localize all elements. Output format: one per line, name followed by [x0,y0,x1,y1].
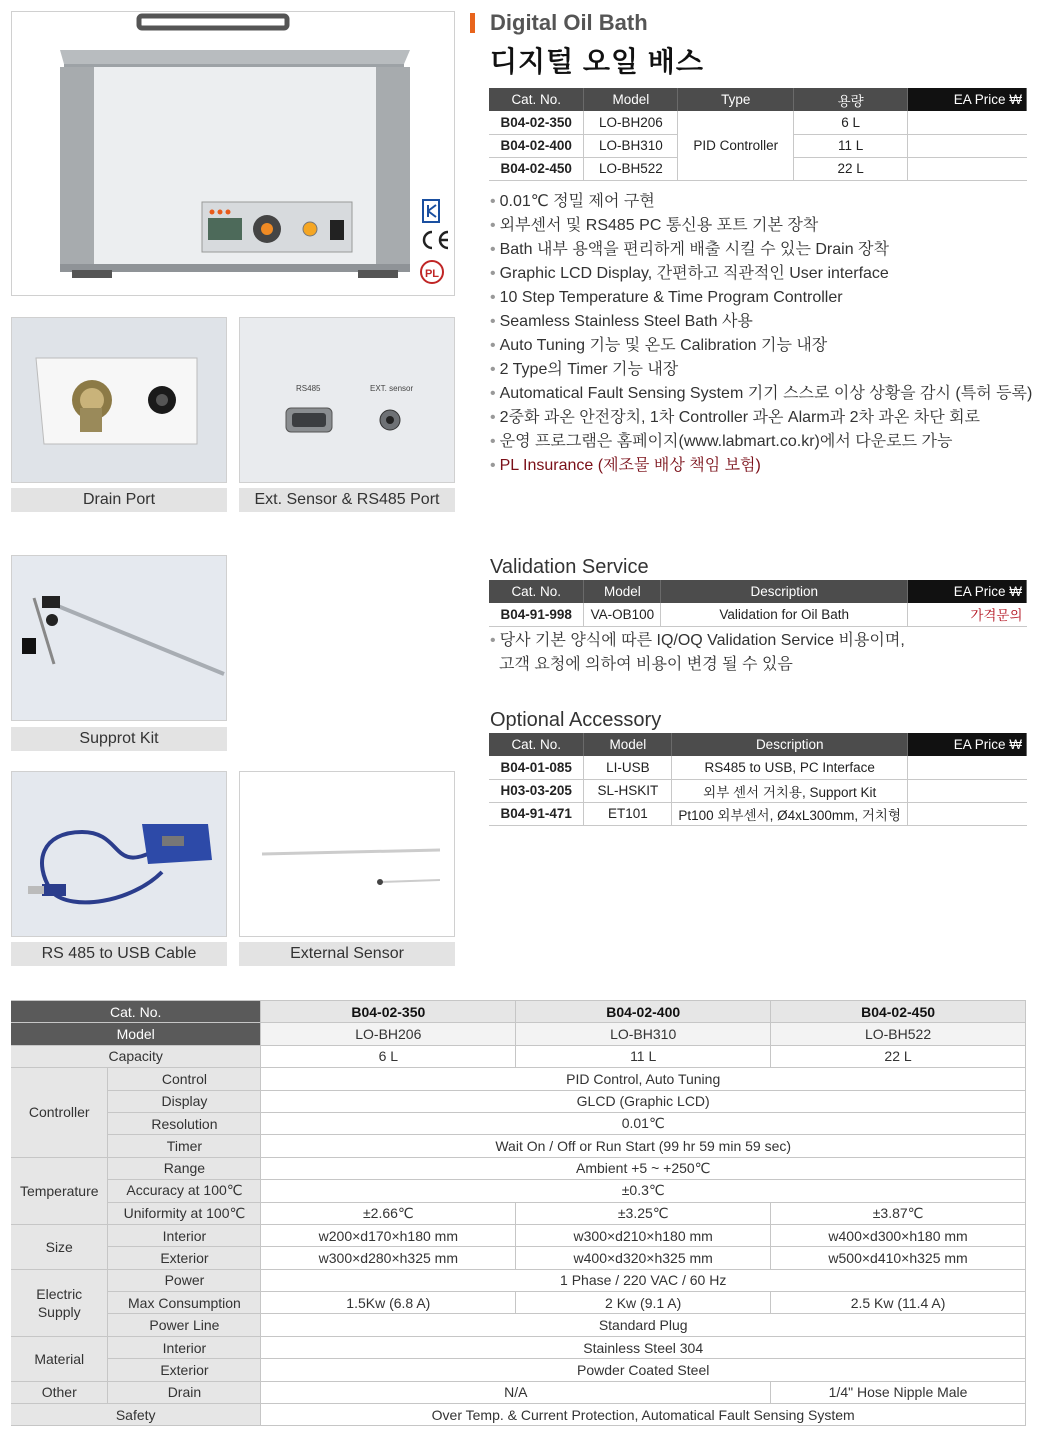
header-price: EA Price ₩ [908,580,1027,603]
spec-row-max-consumption [11,1292,1026,1314]
model: ET101 [584,802,672,825]
title-accent-bar [470,13,475,33]
table-row [489,779,1027,802]
accessory-title: Optional Accessory [490,709,662,731]
price [908,779,1027,802]
model: LO-BH310 [584,134,678,157]
list-item: • 2중화 과온 안전장치, 1차 Controller 과온 Alarm과 2차 과온 차단 회로 [490,409,981,426]
spec-value: 1.5Kw (6.8 A) [261,1292,516,1314]
spec-row-interior [11,1224,1026,1246]
cat-no: B04-91-471 [489,802,584,825]
spec-row-uniformity [11,1202,1026,1224]
bullet-icon: • [490,241,496,258]
spec-value: B04-02-350 [261,1001,516,1023]
spec-label: Power [108,1269,261,1291]
spec-value: 6 L [261,1045,516,1067]
model: LO-BH522 [584,157,678,180]
spec-value: 0.01℃ [261,1112,1026,1134]
spec-group-controller: Controller [11,1068,108,1158]
header-model: Model [584,88,678,111]
spec-label: Interior [108,1224,261,1246]
spec-row-accuracy [11,1180,1026,1202]
spec-row-display [11,1090,1026,1112]
spec-value: w500×d410×h325 mm [771,1247,1026,1269]
spec-row-safety [11,1404,1026,1426]
cat-no: B04-01-085 [489,756,584,779]
spec-group-material: Material [11,1336,108,1381]
spec-label: Model [11,1023,261,1045]
usb-cable-illustration [12,772,227,937]
bullet-icon: • [490,337,496,354]
spec-label: Capacity [11,1045,261,1067]
kc-mark-icon [423,200,439,222]
spec-value: ±0.3℃ [261,1180,1026,1202]
port-photo [239,317,455,483]
spec-value: LO-BH206 [261,1023,516,1045]
support-kit-photo [11,555,227,721]
bullet-icon: • [490,217,496,234]
spec-label: Uniformity at 100℃ [108,1202,261,1224]
spec-row-capacity [11,1045,1026,1067]
drain-port-photo [11,317,227,483]
cat-no: B04-02-450 [489,157,584,180]
description: Validation for Oil Bath [661,603,908,626]
spec-row-drain [11,1381,1026,1403]
model: SL-HSKIT [584,779,672,802]
spec-value: w300×d210×h180 mm [516,1224,771,1246]
support-kit-illustration [12,556,227,721]
feature-list [490,190,1032,478]
pl-mark-icon [421,261,443,283]
table-row [489,111,1027,134]
description: Pt100 외부센서, Ø4xL300mm, 거치형 [672,802,908,825]
bullet-icon: • [490,433,496,450]
spec-label: Cat. No. [11,1001,261,1023]
list-item: • Auto Tuning 기능 및 온도 Calibration 기능 내장 [490,337,828,354]
list-item: • Seamless Stainless Steel Bath 사용 [490,313,753,330]
spec-label: Exterior [108,1247,261,1269]
title-korean: 디지털 오일 배스 [490,46,704,77]
list-item: • 운영 프로그램은 홈페이지(www.labmart.co.kr)에서 다운로드 가능 [490,433,953,450]
spec-row-model [11,1023,1026,1045]
price-table-header [489,88,1027,111]
bullet-icon: • [490,313,496,330]
cat-no: B04-02-400 [489,134,584,157]
spec-value: Wait On / Off or Run Start (99 hr 59 min 59 sec) [261,1135,1026,1157]
rs485-port-label: RS485 [296,384,321,393]
spec-value: PID Control, Auto Tuning [261,1068,1026,1090]
capacity: 6 L [794,111,908,134]
spec-group-temperature: Temperature [11,1157,108,1224]
spec-label: Timer [108,1135,261,1157]
list-item: • 2 Type의 Timer 기능 내장 [490,361,679,378]
spec-table [11,1000,1026,1426]
port-caption: Ext. Sensor & RS485 Port [239,488,455,512]
spec-row-cat [11,1001,1026,1023]
spec-row-timer [11,1135,1026,1157]
spec-row-power-line [11,1314,1026,1336]
external-sensor-illustration [240,772,455,937]
spec-value: Over Temp. & Current Protection, Automatical Fault Sensing System [261,1404,1026,1426]
spec-label: Max Consumption [108,1292,261,1314]
cat-no: B04-91-998 [489,603,584,626]
list-item: • 0.01℃ 정밀 제어 구현 [490,193,655,210]
model: LI-USB [584,756,672,779]
price [908,134,1027,157]
spec-group-size: Size [11,1224,108,1269]
spec-value: 22 L [771,1045,1026,1067]
type: PID Controller [678,111,794,180]
list-item-pl-insurance: • PL Insurance (제조물 배상 책임 보험) [490,457,761,474]
spec-value: LO-BH522 [771,1023,1026,1045]
bullet-icon: • [490,632,496,649]
spec-value: 1 Phase / 220 VAC / 60 Hz [261,1269,1026,1291]
spec-label: Control [108,1068,261,1090]
spec-value: w300×d280×h325 mm [261,1247,516,1269]
header-cat: Cat. No. [489,733,584,756]
spec-row-range [11,1157,1026,1179]
capacity: 22 L [794,157,908,180]
svg-text:PL: PL [424,268,440,280]
title-english: Digital Oil Bath [490,10,648,35]
usb-cable-photo [11,771,227,937]
accessory-header [489,733,1027,756]
price [908,111,1027,134]
external-sensor-photo [239,771,455,937]
header-model: Model [584,733,672,756]
spec-row-power [11,1269,1026,1291]
spec-row-exterior [11,1247,1026,1269]
bullet-icon: • [490,409,496,426]
spec-label: Exterior [108,1359,261,1381]
bullet-icon: • [490,193,496,210]
header-cat: Cat. No. [489,88,584,111]
spec-value: Ambient +5 ~ +250℃ [261,1157,1026,1179]
validation-title: Validation Service [490,556,649,578]
ce-mark-icon [424,232,448,248]
header-description: Description [672,733,908,756]
drain-port-caption: Drain Port [11,488,227,512]
model: LO-BH206 [584,111,678,134]
spec-value: 11 L [516,1045,771,1067]
header-cat: Cat. No. [489,580,584,603]
spec-value: ±3.87℃ [771,1202,1026,1224]
header-model: Model [584,580,661,603]
bullet-icon: • [490,385,496,402]
bullet-icon: • [490,361,496,378]
spec-label: Accuracy at 100℃ [108,1180,261,1202]
cat-no: H03-03-205 [489,779,584,802]
bullet-icon: • [490,289,496,306]
spec-row-resolution [11,1112,1026,1134]
header-price: EA Price ₩ [908,88,1027,111]
spec-label: Power Line [108,1314,261,1336]
spec-row-material-exterior [11,1359,1026,1381]
accessory-table [489,733,1027,826]
header-description: Description [661,580,908,603]
usb-cable-caption: RS 485 to USB Cable [11,942,227,966]
spec-group-safety: Safety [11,1404,261,1426]
drain-port-illustration [12,318,227,483]
ext-sensor-port-label: EXT. sensor [370,384,414,393]
validation-header [489,580,1027,603]
list-item: • 외부센서 및 RS485 PC 통신용 포트 기본 장착 [490,217,819,234]
ports-illustration [240,318,455,483]
price-table [489,88,1027,181]
price [908,157,1027,180]
oil-bath-illustration [12,12,455,296]
spec-value: 1/4" Hose Nipple Male [771,1381,1026,1403]
spec-value: ±3.25℃ [516,1202,771,1224]
spec-label: Range [108,1157,261,1179]
spec-value: w200×d170×h180 mm [261,1224,516,1246]
support-kit-caption: Supprot Kit [11,727,227,751]
spec-value: Stainless Steel 304 [261,1336,1026,1358]
spec-row-control [11,1068,1026,1090]
header-price: EA Price ₩ [908,733,1027,756]
cat-no: B04-02-350 [489,111,584,134]
spec-value: w400×d300×h180 mm [771,1224,1026,1246]
oil-bath-photo [11,11,455,296]
spec-value: ±2.66℃ [261,1202,516,1224]
table-row [489,756,1027,779]
price [908,802,1027,825]
spec-label: Interior [108,1336,261,1358]
spec-value: GLCD (Graphic LCD) [261,1090,1026,1112]
spec-value: 2.5 Kw (11.4 A) [771,1292,1026,1314]
external-sensor-caption: External Sensor [239,942,455,966]
spec-value: B04-02-450 [771,1001,1026,1023]
spec-group-other: Other [11,1381,108,1403]
validation-table [489,580,1027,627]
spec-label: Resolution [108,1112,261,1134]
spec-label: Drain [108,1381,261,1403]
spec-value: w400×d320×h325 mm [516,1247,771,1269]
model: VA-OB100 [584,603,661,626]
spec-value: Powder Coated Steel [261,1359,1026,1381]
validation-note: • 당사 기본 양식에 따른 IQ/OQ Validation Service 비용이며, 고객 요청에 의하여 비용이 변경 될 수 있음 [490,632,905,673]
list-item: • 10 Step Temperature & Time Program Controller [490,289,843,306]
spec-row-material-interior [11,1336,1026,1358]
description: 외부 센서 거치용, Support Kit [672,779,908,802]
price-inquiry: 가격문의 [908,603,1027,626]
spec-value: B04-02-400 [516,1001,771,1023]
list-item: • Automatical Fault Sensing System 기기 스스로 이상 상황을 감시 (특허 등록) [490,385,1033,402]
price [908,756,1027,779]
spec-group-electric: Electric Supply [11,1269,108,1336]
list-item: • Graphic LCD Display, 간편하고 직관적인 User interface [490,265,889,282]
table-row [489,603,1027,626]
spec-value: LO-BH310 [516,1023,771,1045]
header-type: Type [678,88,794,111]
capacity: 11 L [794,134,908,157]
bullet-icon: • [490,457,496,474]
spec-value: 2 Kw (9.1 A) [516,1292,771,1314]
table-row [489,802,1027,825]
spec-value: Standard Plug [261,1314,1026,1336]
description: RS485 to USB, PC Interface [672,756,908,779]
list-item: • Bath 내부 용액을 편리하게 배출 시킬 수 있는 Drain 장착 [490,241,889,258]
header-capacity: 용량 [794,88,908,111]
bullet-icon: • [490,265,496,282]
spec-value: N/A [261,1381,771,1403]
spec-label: Display [108,1090,261,1112]
